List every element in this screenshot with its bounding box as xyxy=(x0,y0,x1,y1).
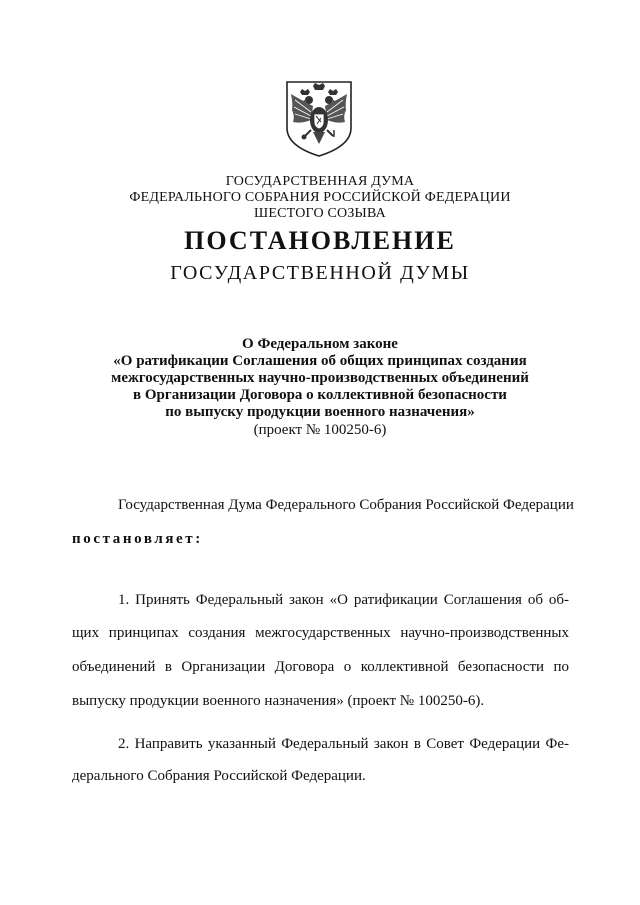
subject-line4: в Организации Договора о коллективной безопасности xyxy=(133,387,507,403)
subject-line5: по выпуску продукции военного назначения» xyxy=(165,404,475,420)
subject-line3: межгосударственных научно-производственных объединений xyxy=(111,370,529,386)
convocation-line: ШЕСТОГО СОЗЫВА xyxy=(254,206,386,221)
subject-line2: «О ратификации Соглашения об общих принципах создания xyxy=(113,353,527,369)
item1-line2: щих принципах создания межгосударственных научно-производственных xyxy=(72,625,569,641)
duma-header-line1: ГОСУДАРСТВЕННАЯ ДУМА xyxy=(225,174,415,189)
coat-of-arms-emblem xyxy=(283,80,355,158)
item1-line1: 1. Принять Федеральный закон «О ратификации Соглашения об об- xyxy=(118,592,569,608)
document-title: ПОСТАНОВЛЕНИЕ xyxy=(184,226,456,255)
item2-line1: 2. Направить указанный Федеральный закон в Совет Федерации Фе- xyxy=(118,736,569,752)
duma-header-line2: ФЕДЕРАЛЬНОГО СОБРАНИЯ РОССИЙСКОЙ ФЕДЕРАЦИИ xyxy=(129,190,511,205)
intro-text: Государственная Дума Федерального Собрания Российской Федерации xyxy=(118,497,574,513)
item1-line4: выпуску продукции военного назначения» (проект № 100250-6). xyxy=(72,693,485,709)
project-number: (проект № 100250-6) xyxy=(253,422,387,438)
resolves-word: постановляет: xyxy=(72,531,203,547)
item2-line2: дерального Собрания Российской Федерации. xyxy=(72,768,366,784)
subject-line1: О Федеральном законе xyxy=(242,336,398,352)
document-subtitle: ГОСУДАРСТВЕННОЙ ДУМЫ xyxy=(170,262,470,284)
item1-line3: объединений в Организации Договора о коллективной безопасности по xyxy=(72,659,569,675)
